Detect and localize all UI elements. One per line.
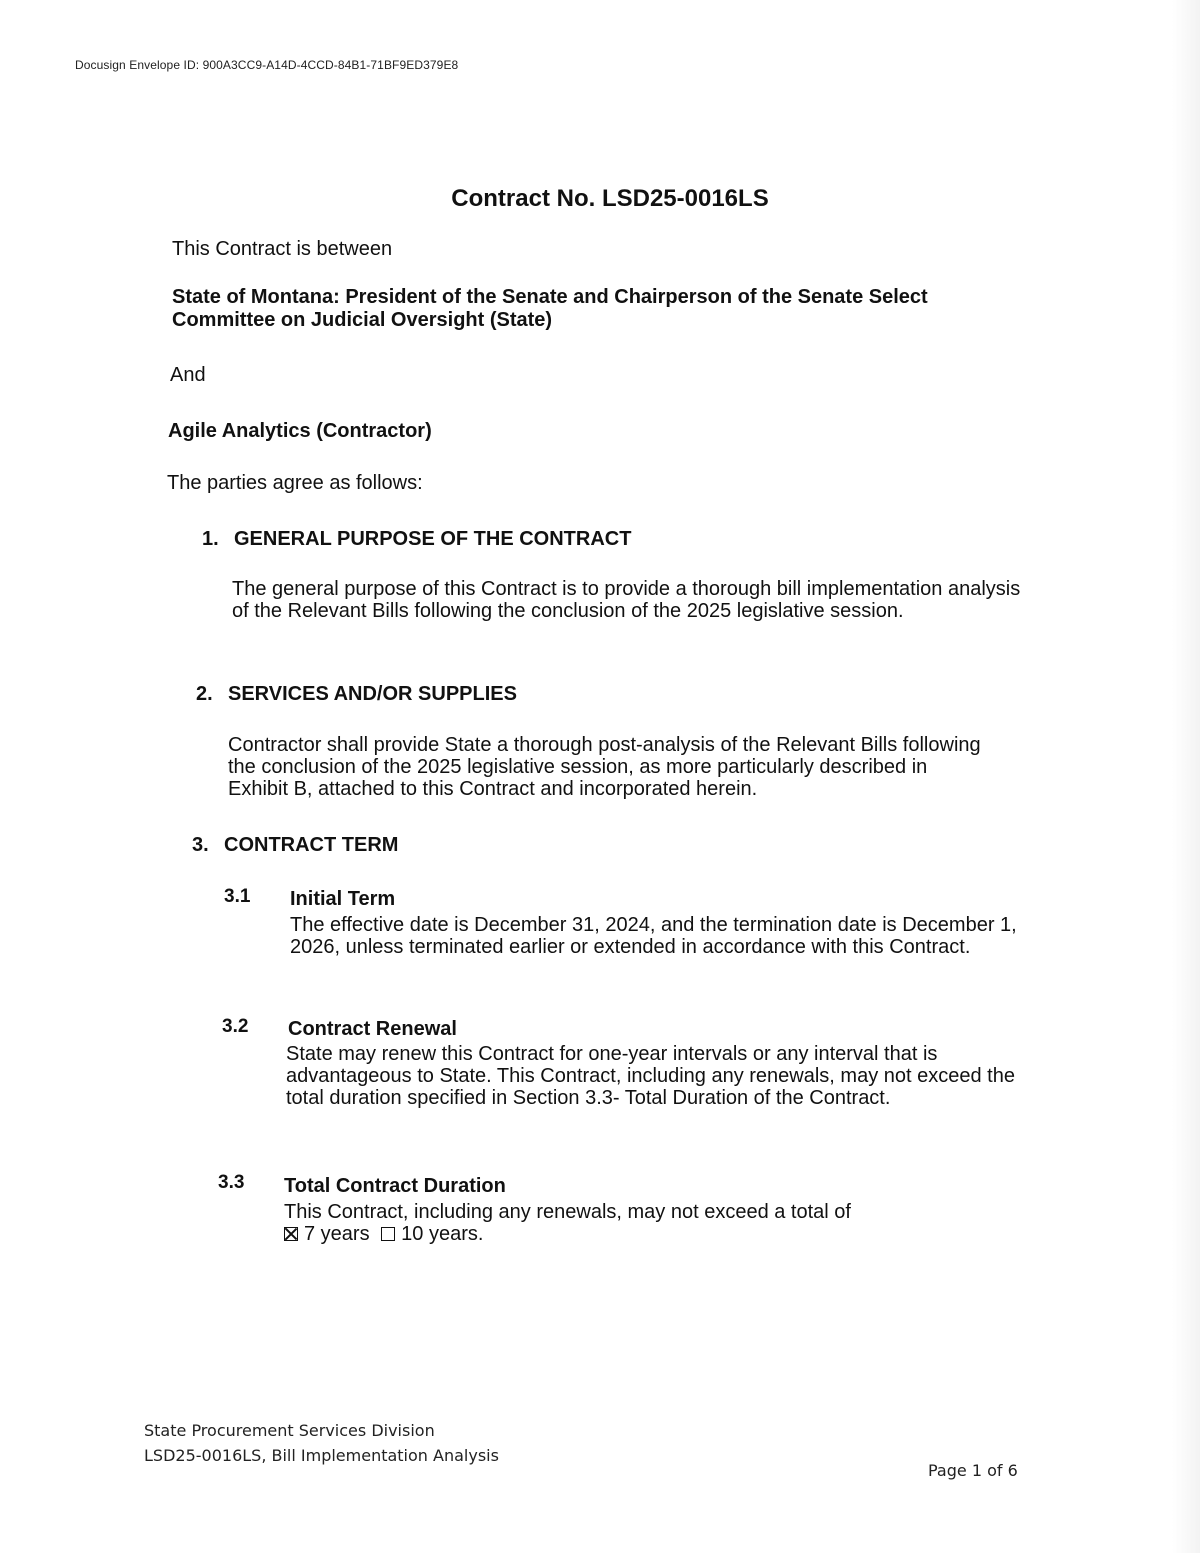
checkbox-7-years-checked[interactable] <box>284 1227 298 1241</box>
duration-text: This Contract, including any renewals, may not exceed a total of <box>284 1201 851 1223</box>
envelope-id: Docusign Envelope ID: 900A3CC9-A14D-4CCD-84B1-71BF9ED379E8 <box>75 58 459 72</box>
party-state: State of Montana: President of the Senate and Chairperson of the Senate Select Committee on Judicial Oversight (State) <box>172 286 928 331</box>
intro-text: This Contract is between <box>172 238 393 260</box>
footer-left <box>144 1418 499 1468</box>
section-title: CONTRACT TERM <box>224 834 399 856</box>
section-2-body: Contractor shall provide State a thorough post-analysis of the Relevant Bills following the conclusion of the 2025 legislative session, as more particularly described in Exhibit B, attached to this Contract and incorporated herein. <box>228 734 981 800</box>
option-10-years: 10 years. <box>401 1223 484 1245</box>
section-number: 1. <box>202 528 219 550</box>
section-1-heading <box>202 528 631 551</box>
subsection-3-1-body: The effective date is December 31, 2024, and the termination date is December 1, 2026, unless terminated earlier or extended in accordance with this Contract. <box>290 914 1017 958</box>
agree-text: The parties agree as follows: <box>167 472 423 494</box>
subsection-3-2-number: 3.2 <box>222 1016 249 1037</box>
section-title: GENERAL PURPOSE OF THE CONTRACT <box>234 528 632 550</box>
page-number: Page 1 of 6 <box>928 1461 1018 1480</box>
section-3-heading <box>192 834 398 857</box>
section-title: SERVICES AND/OR SUPPLIES <box>228 683 517 705</box>
option-7-years: 7 years <box>304 1223 370 1245</box>
duration-options <box>284 1223 1014 1245</box>
footer-doc: LSD25-0016LS, Bill Implementation Analysis <box>144 1446 499 1465</box>
section-1-body: The general purpose of this Contract is to provide a thorough bill implementation analysis of the Relevant Bills following the conclusion of the 2025 legislative session. <box>232 578 1021 622</box>
subsection-3-3-title: Total Contract Duration <box>284 1175 506 1197</box>
footer-division: State Procurement Services Division <box>144 1421 435 1440</box>
subsection-3-3-number: 3.3 <box>218 1172 245 1193</box>
party-contractor: Agile Analytics (Contractor) <box>168 420 432 442</box>
subsection-3-3-body <box>284 1201 1014 1245</box>
scan-shadow <box>1172 0 1200 1553</box>
subsection-3-2-title: Contract Renewal <box>288 1018 457 1040</box>
section-number: 2. <box>196 683 213 705</box>
subsection-3-1-number: 3.1 <box>224 886 251 907</box>
and-text: And <box>170 364 206 386</box>
subsection-3-2-body: State may renew this Contract for one-year intervals or any interval that is advantageous to State. This Contract, including any renewals, may not exceed the total duration specified in Section 3.3- Total Duration of the Contract. <box>286 1043 1015 1109</box>
contract-title: Contract No. LSD25-0016LS <box>451 185 769 212</box>
subsection-3-1-title: Initial Term <box>290 888 396 910</box>
section-2-heading <box>196 683 517 706</box>
checkbox-10-years[interactable] <box>381 1227 395 1241</box>
section-number: 3. <box>192 834 209 856</box>
